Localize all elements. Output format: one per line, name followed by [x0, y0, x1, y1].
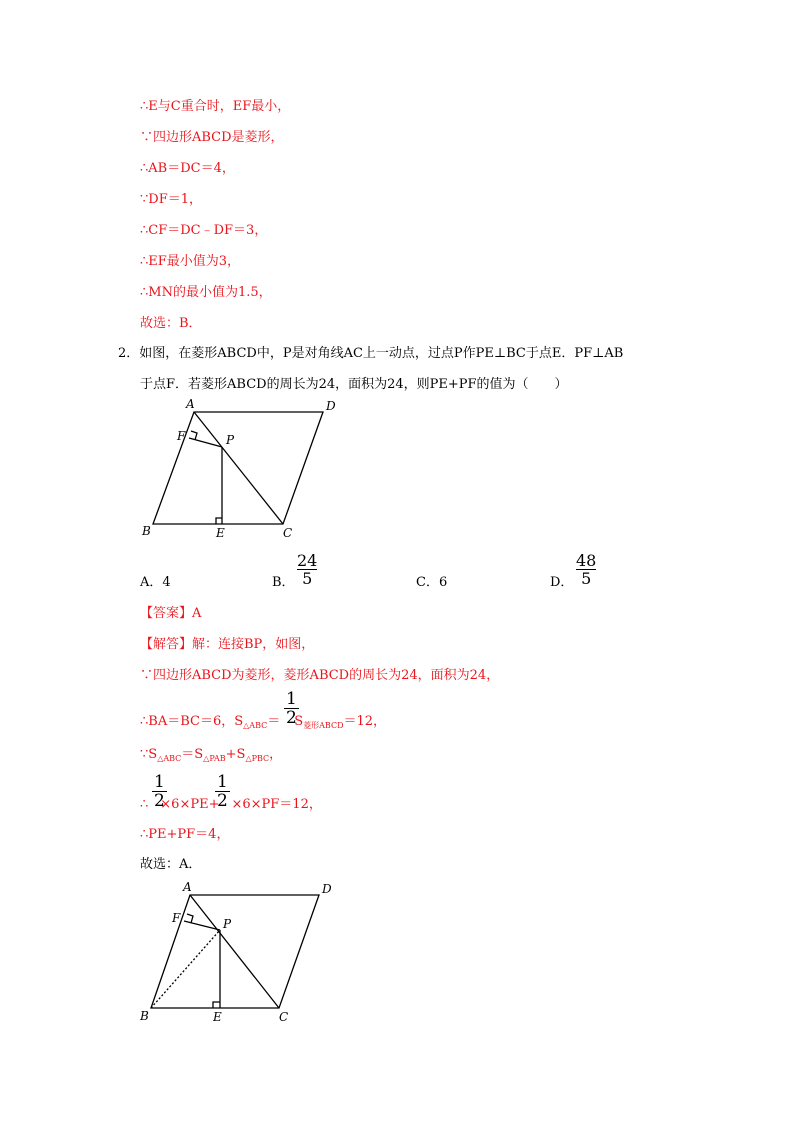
text-segment: ∴BA＝BC＝6，S	[140, 714, 244, 729]
numerator: 1	[286, 689, 297, 709]
option-a: A．4	[140, 575, 171, 590]
label-p: P	[226, 433, 235, 447]
text-segment: ＝	[267, 714, 281, 729]
denominator: 2	[286, 708, 297, 728]
solution-head: 【解答】解：连接BP，如图，	[140, 637, 315, 652]
subscript: △PAB	[203, 754, 226, 763]
label-c: C	[279, 1010, 289, 1024]
subscript: △ABC	[157, 754, 182, 763]
solution-line: ∴CF＝DC﹣DF＝3，	[140, 223, 268, 238]
solution-line: ∴E与C重合时，EF最小，	[140, 99, 291, 114]
label-f: F	[177, 429, 186, 443]
denominator: 2	[154, 791, 165, 811]
text-segment: ∴	[140, 797, 149, 812]
solution-line: ∴MN的最小值为1.5，	[140, 285, 272, 300]
option-b-label: B．	[272, 575, 295, 590]
denominator: 2	[217, 791, 228, 811]
label-b: B	[142, 524, 151, 538]
question-text-line1: 2．如图，在菱形ABCD中，P是对角线AC上一动点，过点P作PE⊥BC于点E．PF⊥AB	[118, 346, 624, 361]
right-angle-mark-e	[213, 1002, 220, 1008]
text-segment: ∵S	[140, 747, 158, 762]
option-d-numerator: 48	[576, 551, 597, 570]
text-segment: +S	[225, 747, 246, 762]
solution-conclusion: 故选：A．	[140, 857, 202, 872]
numerator: 1	[217, 772, 228, 792]
solution-line: ∵DF＝1，	[140, 192, 202, 207]
numerator: 1	[154, 772, 165, 792]
text-segment: S	[294, 714, 304, 729]
label-c: C	[283, 526, 293, 540]
question-text-line2: 于点F．若菱形ABCD的周长为24，面积为24，则PE+PF的值为（ ）	[140, 377, 568, 392]
solution-line: ∴EF最小值为3，	[140, 254, 241, 269]
solution-line: ∴AB＝DC＝4，	[140, 161, 235, 176]
solution-line: ∵四边形ABCD是菱形，	[140, 130, 284, 145]
subscript: △PBC	[245, 754, 270, 763]
label-p: P	[223, 917, 232, 931]
diagonal-ac	[190, 895, 279, 1008]
option-b-numerator: 24	[297, 551, 318, 570]
label-b: B	[140, 1009, 149, 1023]
label-e: E	[216, 526, 225, 540]
solution-line: ∴PE+PF＝4，	[140, 827, 230, 842]
option-c: C．6	[416, 575, 448, 590]
text-segment: ×6×PE+	[160, 797, 220, 812]
label-d: D	[322, 882, 332, 896]
text-segment: ＝S	[181, 747, 204, 762]
label-e: E	[213, 1010, 222, 1024]
label-f: F	[172, 911, 181, 925]
segment-bp-dotted	[151, 930, 220, 1008]
label-a: A	[186, 397, 195, 411]
option-b-denominator: 5	[302, 569, 313, 588]
text-segment: ×6×PF＝12，	[231, 797, 322, 812]
answer-label: 【答案】A	[140, 606, 202, 621]
solution-line: ∵四边形ABCD为菱形，菱形ABCD的周长为24，面积为24，	[140, 668, 500, 683]
label-d: D	[326, 399, 336, 413]
option-d-label: D．	[550, 575, 574, 590]
text-segment: ＝12，	[343, 714, 387, 729]
solution-line: 故选：B．	[140, 316, 202, 331]
text-segment: ，	[269, 747, 283, 762]
option-d-denominator: 5	[581, 569, 592, 588]
subscript: 菱形ABCD	[303, 721, 344, 730]
subscript: △ABC	[243, 721, 268, 730]
label-a: A	[183, 880, 192, 894]
